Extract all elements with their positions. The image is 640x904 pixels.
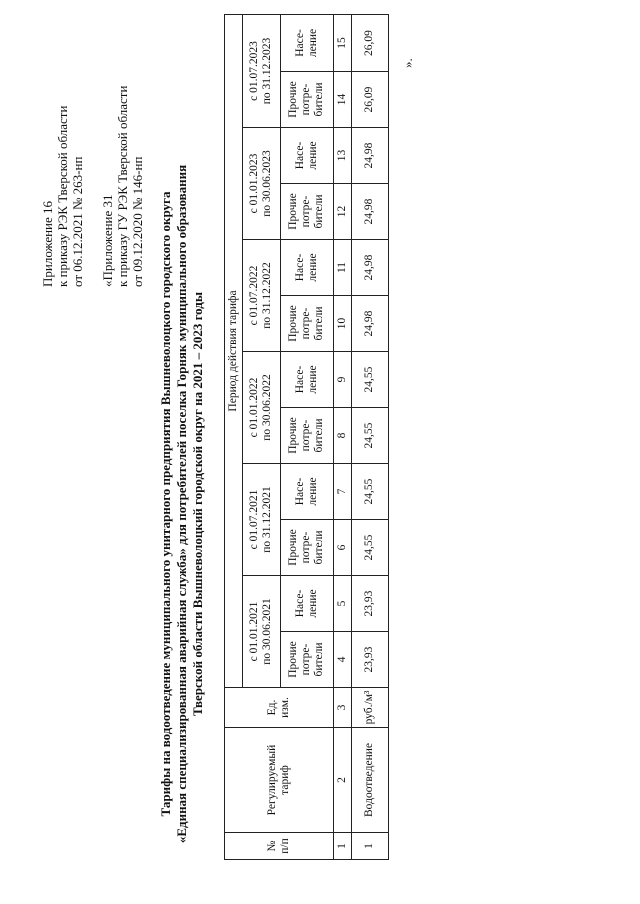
period-start: с 01.07.2023 [248, 41, 261, 101]
sub-other: Прочие потре- бители [281, 296, 334, 352]
table-row [351, 15, 388, 860]
period-end: по 30.06.2022 [261, 374, 274, 441]
header-tariff: Регулируемый тариф [225, 728, 334, 833]
column-number: 9 [333, 352, 351, 408]
tariff-value: 23,93 [351, 576, 388, 632]
sub-other: Прочие потре- бители [281, 520, 334, 576]
appendix-header [40, 106, 85, 287]
column-number: 11 [333, 240, 351, 296]
period-start: с 01.07.2022 [248, 265, 261, 326]
column-number: 7 [333, 464, 351, 520]
column-number: 15 [333, 15, 351, 72]
period-cell [242, 240, 280, 352]
sub-other: Прочие потре- бители [281, 408, 334, 464]
period-cell [242, 352, 280, 464]
column-number: 1 [333, 833, 351, 860]
appendix-line: к приказу ГУ РЭК Тверской области [115, 85, 130, 287]
appendix-line: «Приложение 31 [100, 194, 115, 287]
column-number: 14 [333, 72, 351, 128]
sub-population: Насе- ление [281, 464, 334, 520]
column-number: 6 [333, 520, 351, 576]
sub-other: Прочие потре- бители [281, 72, 334, 128]
column-number: 5 [333, 576, 351, 632]
period-cell [242, 15, 280, 128]
column-number: 4 [333, 632, 351, 688]
appendix-old-header [100, 86, 145, 287]
period-cell [242, 128, 280, 240]
tariff-value: 24,55 [351, 464, 388, 520]
appendix-line: от 06.12.2021 № 263-нп [70, 156, 85, 287]
sub-population: Насе- ление [281, 576, 334, 632]
header-unit: Ед. изм. [225, 688, 334, 728]
tariff-table [224, 14, 389, 860]
period-end: по 31.12.2021 [261, 486, 274, 553]
tariff-value: 24,98 [351, 128, 388, 184]
header-period: Период действия тарифа [225, 15, 243, 688]
appendix-line: от 09.12.2020 № 146-нп [130, 156, 145, 287]
period-end: по 31.12.2023 [261, 37, 274, 105]
sub-other: Прочие потре- бители [281, 184, 334, 240]
tariff-value: 24,55 [351, 408, 388, 464]
period-end: по 30.06.2023 [261, 150, 274, 217]
sub-population: Насе- ление [281, 240, 334, 296]
period-start: с 01.01.2021 [248, 601, 261, 662]
sub-population: Насе- ление [281, 352, 334, 408]
tariff-value: 26,09 [351, 72, 388, 128]
tariff-value: 26,09 [351, 15, 388, 72]
period-start: с 01.07.2021 [248, 489, 261, 550]
sub-population: Насе- ление [281, 15, 334, 72]
tariff-value: 24,98 [351, 184, 388, 240]
tariff-value: 24,98 [351, 240, 388, 296]
period-end: по 31.12.2022 [261, 262, 274, 329]
tariff-value: 23,93 [351, 632, 388, 688]
period-end: по 30.06.2021 [261, 598, 274, 665]
period-start: с 01.01.2022 [248, 377, 261, 438]
sub-other: Прочие потре- бители [281, 632, 334, 688]
column-number: 10 [333, 296, 351, 352]
title-line: Тверской области Вышневолоцкий городской округ на 2021 – 2023 годы [190, 291, 205, 717]
tariff-value: 24,98 [351, 296, 388, 352]
period-start: с 01.01.2023 [248, 153, 261, 214]
row-num: 1 [351, 833, 388, 860]
row-tariff: Водоотведение [351, 728, 388, 833]
column-number: 3 [333, 688, 351, 728]
appendix-line: Приложение 16 [40, 200, 55, 287]
appendix-line: к приказу РЭК Тверской области [55, 105, 70, 287]
column-number: 8 [333, 408, 351, 464]
tariff-value: 24,55 [351, 520, 388, 576]
closing-quote: ». [400, 58, 415, 68]
title-line: Тарифы на водоотведение муниципального унитарного предприятия Вышневолоцкого городского округа [158, 191, 173, 817]
header-num: № п/п [225, 833, 334, 860]
tariff-value: 24,55 [351, 352, 388, 408]
document-title [158, 104, 206, 904]
title-line: «Единая специализированная аварийная служба» для потребителей поселка Горняк муниципального образования [174, 164, 189, 844]
column-number: 2 [333, 728, 351, 833]
column-number: 13 [333, 128, 351, 184]
period-cell [242, 464, 280, 576]
sub-population: Насе- ление [281, 128, 334, 184]
period-cell [242, 576, 280, 688]
column-number: 12 [333, 184, 351, 240]
row-unit: руб./м³ [351, 688, 388, 728]
